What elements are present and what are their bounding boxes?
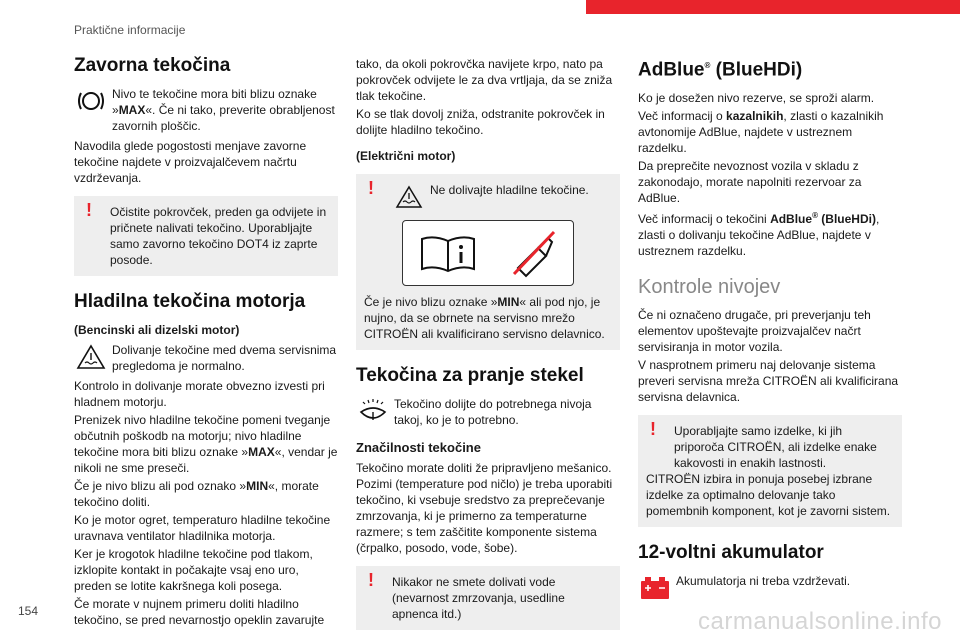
washer-row: [356, 396, 620, 430]
coolant-text-1: Dolivanje tekočine med dvema servisnima pregledoma je normalno.: [112, 343, 337, 373]
coolant-text-5: Ko je motor ogret, temperaturo hladilne tekočine uravnava ventilator hladilnika motorja.: [74, 513, 331, 543]
levels-text-1: Če ni označeno drugače, pri preverjanju teh elementov upoštevajte proizvajalčev načrt servisiranja in motor vozila.: [638, 308, 871, 355]
coolant-text-6: Ker je krogotok hladilne tekočine pod tlakom, izklopite kontakt in počakajte vsaj eno uro, preden se lotite kakršnega koli posega.: [74, 547, 313, 593]
levels-title: Kontrole nivojev: [638, 276, 781, 299]
washer-note: ! Nikakor ne smete dolivati vode (nevarnost zmrzovanja, usedline apnenca itd.): [356, 566, 620, 630]
brake-fluid-title: Zavorna tekočina: [74, 55, 231, 76]
column-2: [356, 56, 620, 640]
watermark: carmanualsonline.info: [698, 608, 942, 635]
fluid-specs-title: Značilnosti tekočine: [356, 440, 481, 455]
coolant-row: [74, 342, 338, 376]
washer-icon: [356, 396, 390, 426]
products-note: ! Uporabljajte samo izdelke, ki jih priporoča CITROËN, ali izdelke enake kakovosti in enakih lastnosti. CITROËN izbira in ponuja posebej izbrane izdelke za optimalno delovanje tako pomembnih komponent, kot je zavorni sistem.: [638, 415, 902, 527]
coolant-subtitle: (Bencinski ali dizelski motor): [74, 323, 240, 337]
exclamation-icon: !: [368, 570, 374, 590]
coolant-text-2: Kontrolo in dolivanje morate obvezno izvesti pri hladnem motorju.: [74, 379, 325, 409]
fluid-specs-text: Tekočino morate doliti že pripravljeno mešanico. Pozimi (temperature pod ničlo) je treba uporabiti tekočino, ki vsebuje sredstvo za preprečevanje zmrzovanja, ki je primerno za temperaturne razmere; s tem zaščitite komponente sistema (črpalko, posodo, vode, šobe).: [356, 461, 613, 555]
coolant-cont-text-2: Ko se tlak dovolj zniža, odstranite pokrovček in dolijte hladilno tekočino.: [356, 107, 605, 137]
column-1: [74, 48, 338, 630]
brake-fluid-text-2: Navodila glede pogostosti menjave zavorne tekočine najdete v proizvajalčevem načrtu vzdrževanja.: [74, 139, 307, 185]
electric-note-text: Če je nivo blizu oznake »MIN« ali pod njo, je nujno, da se obrnete na servisno mrežo CITROËN ali kvalificirano servisno delavnico.: [364, 295, 605, 341]
electric-warning-text: Ne dolivajte hladilne tekočine.: [430, 183, 589, 197]
adblue-text-3: Da preprečite nevoznost vozila v skladu z zakonodajo, morate napolniti rezervoar za AdBlue.: [638, 159, 862, 206]
adblue-text-4: Več informacij o tekočini AdBlue® (BlueHDi), zlasti o dolivanju tekočine AdBlue, najdete v ustreznem razdelku.: [638, 211, 880, 259]
coolant-warning-icon: [74, 342, 108, 372]
header-title: Praktične informacije: [74, 23, 186, 37]
battery-title: 12-voltni akumulator: [638, 542, 824, 564]
adblue-title: AdBlue® (BlueHDi): [638, 59, 803, 81]
washer-text: Tekočino dolijte do potrebnega nivoja takoj, ko je to potrebno.: [394, 397, 592, 427]
header-accent-bar: [586, 0, 960, 14]
coolant-text-4: Če je nivo blizu ali pod oznako »MIN«, morate tekočino doliti.: [74, 479, 319, 509]
washer-title: Tekočina za pranje stekel: [356, 365, 584, 386]
exclamation-icon: !: [86, 200, 92, 220]
coolant-title: Hladilna tekočina motorja: [74, 291, 306, 312]
no-refill-icon: [508, 228, 558, 278]
battery-row: [638, 573, 902, 603]
coolant-text-3: Prenizek nivo hladilne tekočine pomeni tveganje občutnih poškodb na motorju; nivo hladilne tekočine mora biti blizu oznake »MAX«, vendar je nikoli ne sme preseči.: [74, 413, 338, 475]
manual-book-icon: [418, 233, 478, 273]
electric-subtitle: (Električni motor): [356, 149, 456, 163]
levels-text-2: V nasprotnem primeru naj delovanje sistema preveri servisna mreža CITROËN ali kvalificirana servisna delavnica.: [638, 358, 899, 405]
brake-fluid-icon: [74, 86, 108, 116]
column-3: [638, 48, 902, 605]
warning-triangle-icon: [392, 182, 426, 212]
battery-text: Akumulatorja ni treba vzdrževati.: [676, 574, 851, 589]
electric-note: [356, 174, 620, 350]
exclamation-icon: !: [368, 178, 374, 198]
page-number: 154: [18, 604, 39, 618]
coolant-cont-text-1: tako, da okoli pokrovčka navijete krpo, nato pa pokrovček odvijete le za dva vrtljaja, da se zniža tlak tekočine.: [356, 57, 613, 103]
exclamation-icon: !: [650, 419, 656, 440]
coolant-text-7: Če morate v nujnem primeru doliti hladilno tekočino, se pred nevarnostjo opeklin zavarujte: [74, 597, 325, 627]
adblue-text-1: Ko je dosežen nivo rezerve, se sproži alarm.: [638, 91, 875, 106]
adblue-text-2: Več informacij o kazalnikih, zlasti o kazalnikih avtonomije AdBlue, najdete v ustreznem razdelku.: [638, 109, 884, 156]
brake-fluid-note: ! Očistite pokrovček, preden ga odvijete in pričnete nalivati tekočino. Uporabljajte samo zavorno tekočino DOT4 iz zaprte posode.: [74, 196, 338, 276]
brake-fluid-row: [74, 86, 338, 136]
service-illustration: [402, 220, 574, 286]
battery-icon: [638, 573, 672, 603]
brake-fluid-text-1: Nivo te tekočine mora biti blizu oznake »MAX«. Če ni tako, preverite obrabljenost zavornih ploščic.: [112, 87, 335, 133]
